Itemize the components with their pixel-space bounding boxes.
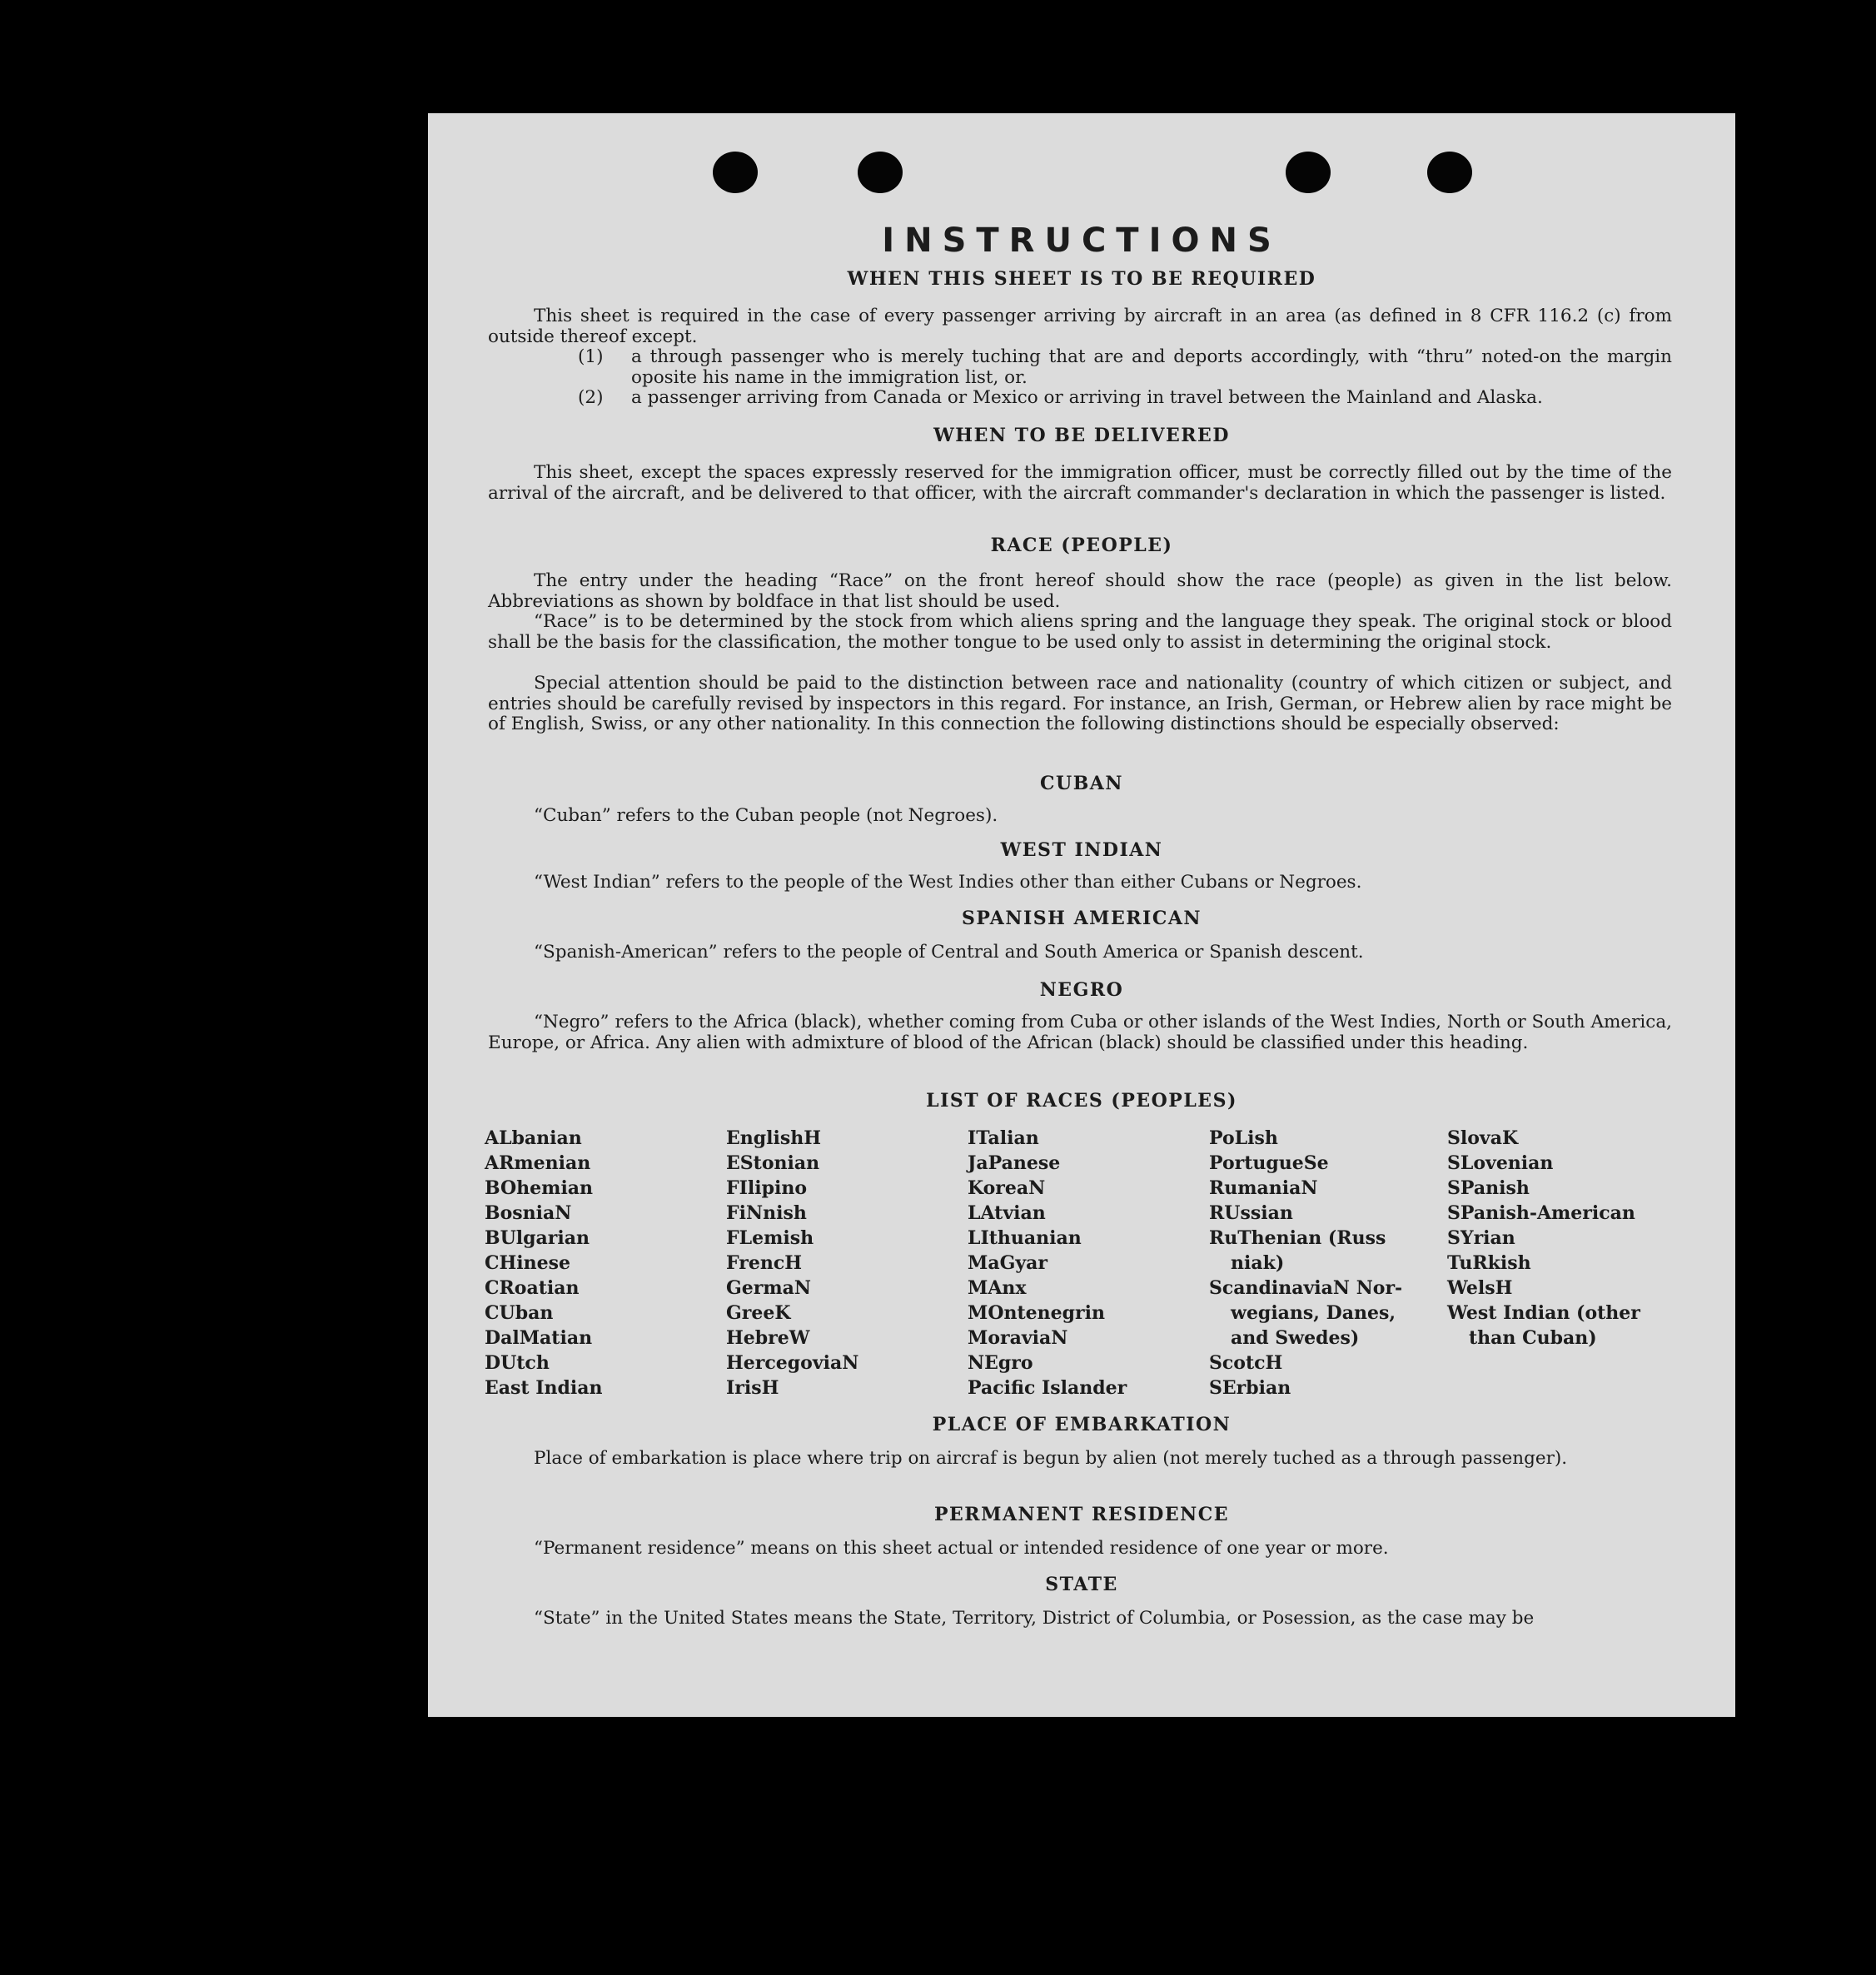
race-entry: KoreaN <box>968 1177 1046 1199</box>
race-paragraph-3: Special attention should be paid to the distinction between race and nationality (country of which citizen or subject, and entries should be carefully revised by inspectors in this regard. For instance, an Irish, German, or Hebrew alien by race might be of English, Swiss, or any other nationality. In this connection the following distinctions should be especially observed: <box>488 673 1672 734</box>
race-entry: FIlipino <box>726 1177 808 1199</box>
punch-hole <box>1427 152 1472 193</box>
race-entry: ARmenian <box>485 1152 591 1174</box>
punch-hole <box>858 152 903 193</box>
race-entry: HebreW <box>726 1327 810 1349</box>
races-column-1 <box>485 1126 603 1400</box>
race-entry: MaGyar <box>968 1252 1048 1274</box>
race-entry: CHinese <box>485 1252 571 1274</box>
race-paragraph-1: The entry under the heading “Race” on the front hereof should show the race (people) as given in the list below. Abbreviations as shown by boldface in that list should be used. <box>488 570 1672 612</box>
heading-west-indian: WEST INDIAN <box>1000 839 1163 861</box>
heading-race: RACE (PEOPLE) <box>990 535 1173 556</box>
race-entry: FiNnish <box>726 1202 807 1224</box>
races-column-5 <box>1447 1126 1640 1351</box>
race-entry: BosniaN <box>485 1202 572 1224</box>
embarkation-body: Place of embarkation is place where trip on aircraf is begun by alien (not merely tuched as a through passenger). <box>534 1448 1568 1469</box>
race-entry: TuRkish <box>1447 1252 1531 1274</box>
heading-embarkation: PLACE OF EMBARKATION <box>932 1414 1232 1435</box>
race-paragraph-2: “Race” is to be determined by the stock from which aliens spring and the language they speak. The original stock or blood shall be the basis for the classification, the mother tongue to be used only to assist in determining the original stock. <box>488 611 1672 653</box>
race-entry: ITalian <box>968 1127 1039 1149</box>
race-entry: CUban <box>485 1302 554 1324</box>
race-entry: Pacific Islander <box>968 1377 1127 1399</box>
required-body: This sheet is required in the case of every passenger arriving by aircraft in an area (as defined in 8 CFR 116.2 (c) from outside thereof except. <box>488 306 1672 347</box>
race-entry: RumaniaN <box>1209 1177 1318 1199</box>
item-text: a through passenger who is merely tuching that are and deports accordingly, with “thru” noted-on the margin oposite his name in the immigration list, or. <box>631 346 1672 388</box>
item-text: a passenger arriving from Canada or Mexico or arriving in travel between the Mainland and Alaska. <box>631 387 1543 408</box>
race-entry: PoLish <box>1209 1127 1278 1149</box>
item-number: (1) <box>578 346 604 367</box>
races-column-3 <box>968 1126 1127 1400</box>
race-entry: SLovenian <box>1447 1152 1554 1174</box>
races-list <box>485 1126 1709 1409</box>
race-entry: FrencH <box>726 1252 802 1274</box>
race-entry: NEgro <box>968 1352 1033 1374</box>
race-entry: SlovaK <box>1447 1127 1519 1149</box>
negro-body: “Negro” refers to the Africa (black), whether coming from Cuba or other islands of the West Indies, North or South America, Europe, or Africa. Any alien with admixture of blood of the African (black) should be classified under this heading. <box>488 1012 1672 1053</box>
race-entry: LAtvian <box>968 1202 1046 1224</box>
race-entry: GreeK <box>726 1302 791 1324</box>
residence-body: “Permanent residence” means on this sheet actual or intended residence of one year or more. <box>534 1538 1389 1559</box>
race-entry: LIthuanian <box>968 1227 1082 1249</box>
race-entry: CRoatian <box>485 1277 580 1299</box>
page-title: INSTRUCTIONS <box>882 221 1281 260</box>
races-column-2 <box>726 1126 858 1400</box>
race-entry: BUlgarian <box>485 1227 590 1249</box>
race-entry: MAnx <box>968 1277 1027 1299</box>
cuban-body: “Cuban” refers to the Cuban people (not Negroes). <box>534 805 998 826</box>
spanish-american-body: “Spanish-American” refers to the people of Central and South America or Spanish descent. <box>534 942 1364 963</box>
heading-residence: PERMANENT RESIDENCE <box>934 1504 1229 1525</box>
race-entry: East Indian <box>485 1377 603 1399</box>
race-entry: FLemish <box>726 1227 814 1249</box>
west-indian-body: “West Indian” refers to the people of the West Indies other than either Cubans or Negroes. <box>534 872 1362 893</box>
race-entry: ScandinaviaN Nor- <box>1209 1277 1403 1299</box>
heading-state: STATE <box>1045 1574 1118 1595</box>
heading-delivered: WHEN TO BE DELIVERED <box>933 425 1230 446</box>
instruction-sheet <box>428 113 1735 1717</box>
race-entry: SErbian <box>1209 1377 1291 1399</box>
delivered-body: This sheet, except the spaces expressly reserved for the immigration officer, must be correctly filled out by the time of the arrival of the aircraft, and be delivered to that officer, with the aircraft commander's declaration in which the passenger is listed. <box>488 462 1672 504</box>
race-entry: MoraviaN <box>968 1327 1068 1349</box>
race-entry: than Cuban) <box>1469 1327 1597 1349</box>
race-entry: and Swedes) <box>1231 1327 1360 1349</box>
race-entry: ALbanian <box>485 1127 582 1149</box>
race-entry: HercegoviaN <box>726 1352 859 1374</box>
race-entry: West Indian (other <box>1447 1302 1640 1324</box>
race-entry: EStonian <box>726 1152 820 1174</box>
punch-hole <box>1286 152 1331 193</box>
item-number: (2) <box>578 387 604 408</box>
race-entry: DalMatian <box>485 1327 593 1349</box>
race-entry: DUtch <box>485 1352 550 1374</box>
race-entry: RuThenian (Russ <box>1209 1227 1386 1249</box>
race-entry: ScotcH <box>1209 1352 1283 1374</box>
race-entry: niak) <box>1231 1252 1285 1274</box>
heading-required: WHEN THIS SHEET IS TO BE REQUIRED <box>847 268 1316 290</box>
state-body: “State” in the United States means the State, Territory, District of Columbia, or Posession, as the case may be <box>534 1608 1535 1629</box>
race-entry: EnglishH <box>726 1127 822 1149</box>
heading-list-of-races: LIST OF RACES (PEOPLES) <box>926 1090 1237 1112</box>
race-entry: SYrian <box>1447 1227 1515 1249</box>
heading-negro: NEGRO <box>1039 979 1124 1001</box>
race-entry: SPanish-American <box>1447 1202 1635 1224</box>
race-entry: GermaN <box>726 1277 812 1299</box>
race-entry: SPanish <box>1447 1177 1530 1199</box>
heading-cuban: CUBAN <box>1040 773 1123 794</box>
race-entry: WelsH <box>1447 1277 1513 1299</box>
race-entry: IrisH <box>726 1377 779 1399</box>
race-entry: wegians, Danes, <box>1231 1302 1396 1324</box>
race-entry: PortugueSe <box>1209 1152 1329 1174</box>
punch-hole <box>713 152 758 193</box>
race-entry: RUssian <box>1209 1202 1293 1224</box>
heading-spanish-american: SPANISH AMERICAN <box>961 908 1202 929</box>
race-entry: BOhemian <box>485 1177 594 1199</box>
race-entry: MOntenegrin <box>968 1302 1105 1324</box>
races-column-4 <box>1209 1126 1402 1400</box>
race-entry: JaPanese <box>968 1152 1061 1174</box>
